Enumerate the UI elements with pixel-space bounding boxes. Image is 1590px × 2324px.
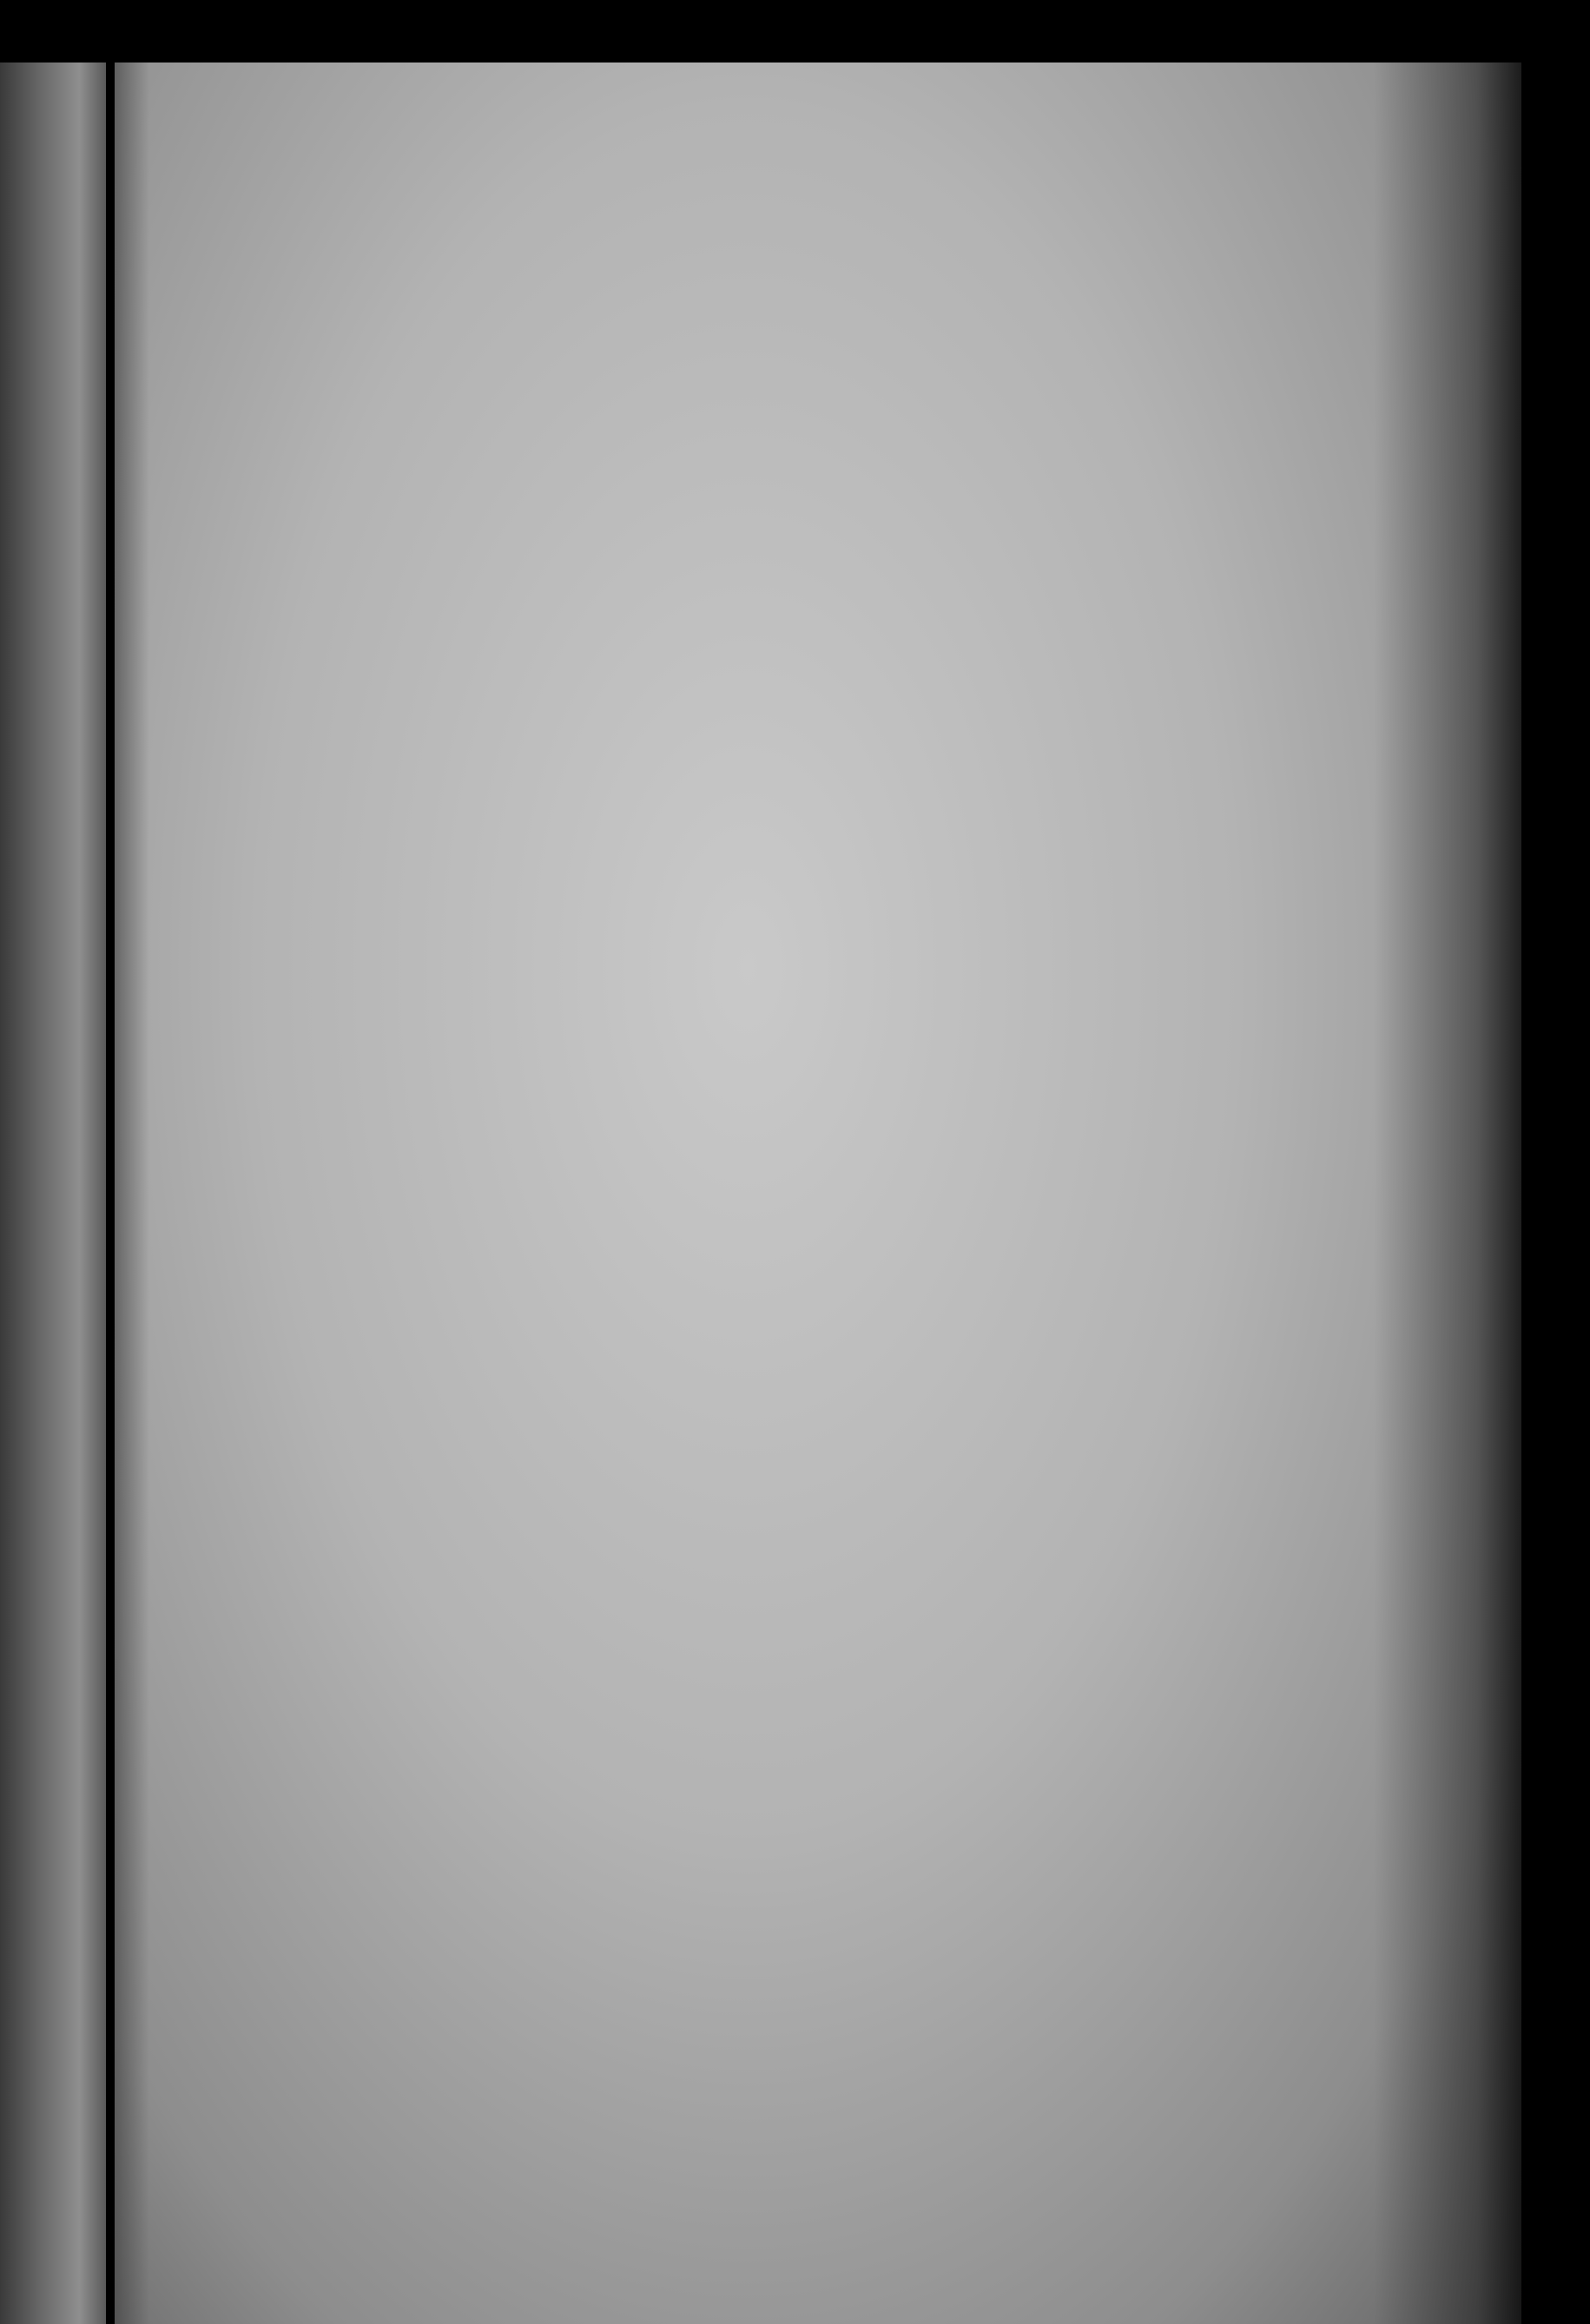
page-gutter-shadow <box>115 63 149 2324</box>
page-header <box>198 323 1236 384</box>
page-edge-shadow <box>1374 63 1521 2324</box>
index-content <box>198 323 1236 441</box>
section-column-label <box>198 392 1236 441</box>
index-page <box>115 63 1521 2324</box>
left-page-edge <box>0 63 106 2324</box>
